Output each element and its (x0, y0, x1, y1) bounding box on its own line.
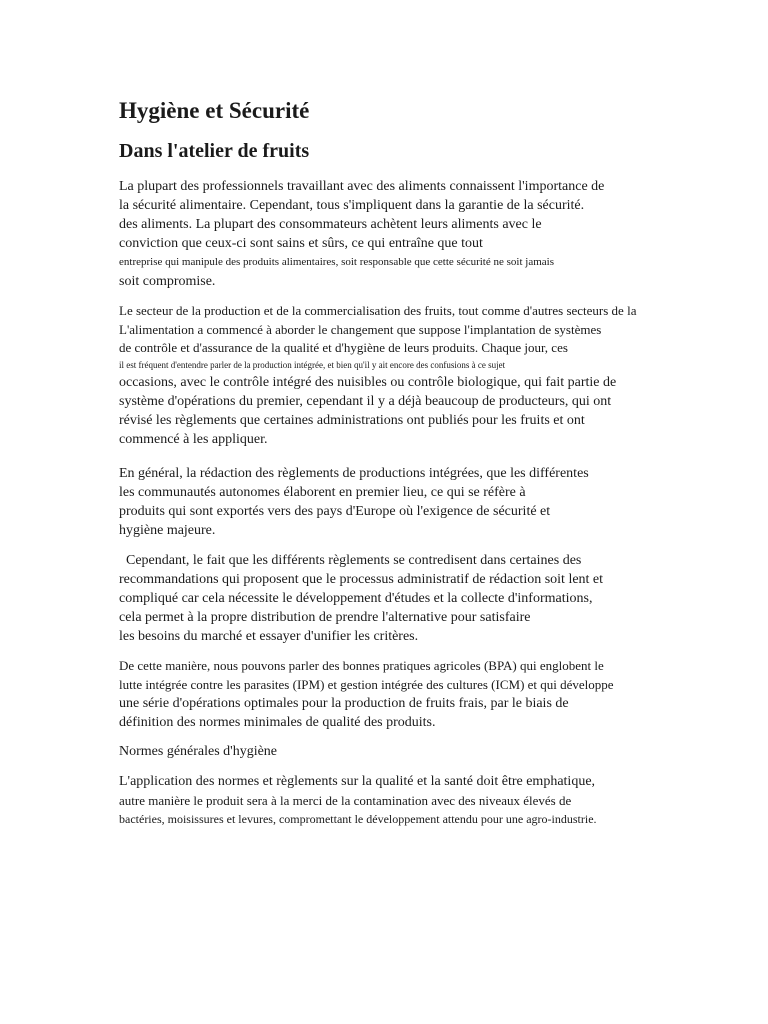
text-line: En général, la rédaction des règlements de productions intégrées, que les différentes (119, 466, 589, 481)
text-line: les besoins du marché et essayer d'unifier les critères. (119, 629, 419, 644)
text-line: la sécurité alimentaire. Cependant, tous s'impliquent dans la garantie de la sécurité. (119, 198, 585, 213)
text-line: commencé à les appliquer. (119, 432, 268, 447)
paragraph-good-practices (119, 656, 719, 732)
text-line: une série d'opérations optimales pour la production de fruits frais, par le biais de (119, 696, 569, 711)
text-line: définition des normes minimales de qualité des produits. (119, 715, 436, 730)
text-line: La plupart des professionnels travaillant avec des aliments connaissent l'importance de (119, 179, 605, 194)
document-title: Hygiène et Sécurité (119, 98, 310, 123)
text-line: compliqué car cela nécessite le développement d'études et la collecte d'informations, (119, 591, 593, 606)
text-line: entreprise qui manipule des produits alimentaires, soit responsable que cette sécurité ne soit jamais (119, 256, 554, 268)
paragraph-food-safety-intro (119, 177, 719, 291)
text-line: De cette manière, nous pouvons parler des bonnes pratiques agricoles (BPA) qui englobent le (119, 658, 604, 673)
text-line: système d'opérations du premier, cependant il y a déjà beaucoup de producteurs, qui ont (119, 394, 612, 409)
text-line: cela permet à la propre distribution de prendre l'alternative pour satisfaire (119, 610, 531, 625)
text-line: hygiène majeure. (119, 523, 216, 538)
text-line: conviction que ceux-ci sont sains et sûrs, ce qui entraîne que tout (119, 236, 483, 251)
text-line: de contrôle et d'assurance de la qualité et d'hygiène de leurs produits. Chaque jour, ces (119, 340, 568, 355)
text-line: les communautés autonomes élaborent en premier lieu, ce qui se réfère à (119, 485, 526, 500)
text-line: Cependant, le fait que les différents règlements se contredisent dans certaines des (119, 553, 582, 568)
paragraph-regulations (119, 551, 719, 646)
paragraph-fruit-sector (119, 301, 719, 449)
document-subtitle: Dans l'atelier de fruits (119, 140, 310, 162)
text-line: L'application des normes et règlements sur la qualité et la santé doit être emphatique, (119, 774, 596, 789)
text-line: autre manière le produit sera à la merci de la contamination avec des niveaux élevés de (119, 793, 572, 808)
section-heading-hygiene-norms (119, 742, 719, 761)
text-line: Le secteur de la production et de la commercialisation des fruits, tout comme d'autres secteurs de la (119, 303, 637, 318)
text-line: recommandations qui proposent que le processus administratif de rédaction soit lent et (119, 572, 604, 587)
text-line: révisé les règlements que certaines administrations ont publiés pour les fruits et ont (119, 413, 585, 428)
section-heading: Normes générales d'hygiène (119, 744, 278, 759)
text-line: produits qui sont exportés vers des pays d'Europe où l'exigence de sécurité et (119, 504, 551, 519)
text-line: il est fréquent d'entendre parler de la production intégrée, et bien qu'il y ait encore des confusions à ce sujet (119, 360, 506, 370)
text-line: soit compromise. (119, 274, 216, 289)
text-line: occasions, avec le contrôle intégré des nuisibles ou contrôle biologique, qui fait partie de (119, 375, 617, 390)
text-line: L'alimentation a commencé à aborder le changement que suppose l'implantation de systèmes (119, 322, 602, 337)
paragraph-integrated-production (119, 464, 719, 540)
paragraph-norms-application (119, 772, 719, 829)
text-line: bactéries, moisissures et levures, compromettant le développement attendu pour une agro-industrie. (119, 812, 597, 826)
text-line: lutte intégrée contre les parasites (IPM) et gestion intégrée des cultures (ICM) et qui développe (119, 677, 614, 692)
text-line: des aliments. La plupart des consommateurs achètent leurs aliments avec le (119, 217, 542, 232)
